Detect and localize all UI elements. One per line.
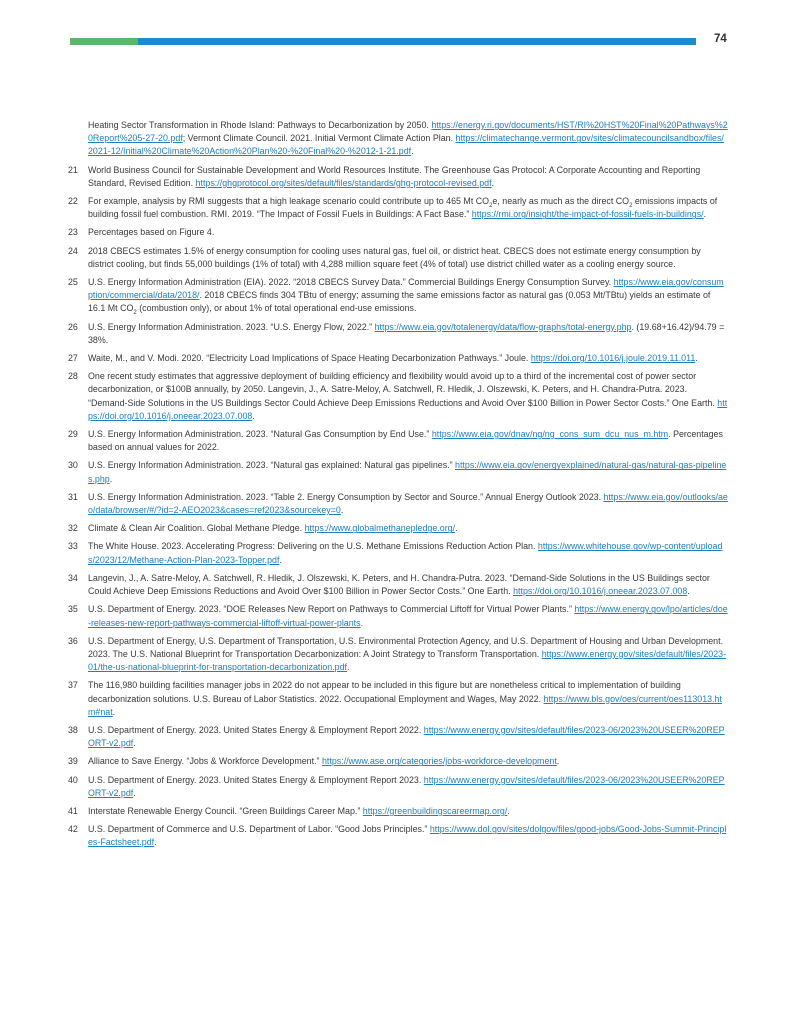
endnote-text-run: U.S. Energy Information Administration. 2023. “Table 2. Energy Consumption by Sector and Source.” Annual Energy Outlook 2023. (88, 491, 604, 502)
subscript: 2 (489, 202, 493, 209)
endnote-link[interactable]: https://www.globalmethanepledge.org/ (304, 523, 456, 534)
endnote-number: 30 (68, 460, 78, 471)
endnote-item (68, 805, 728, 818)
endnote-text (88, 245, 728, 271)
endnote-item (68, 635, 728, 675)
endnote-text (88, 774, 728, 800)
endnote-text-run: . (491, 177, 495, 188)
endnote-item (68, 823, 728, 849)
endnote-text-run: The 116,980 building facilities manager jobs in 2022 do not appear to be included in this figure but are nonetheless critical to implementation of building decarbonization solutions. U.S. Bureau of Labor Statistics. 2022. Occupational Employment and Wages, May 2022. (88, 680, 681, 704)
endnote-text-run: U.S. Department of Energy, U.S. Department of Transportation, U.S. Environmental Protection Agency, and U.S. Department of Housing and Urban Development. 2023. The U.S. National Blueprint for Transportation Decarbonization: A Joint Strategy to Transform Transportation. (88, 635, 724, 659)
endnote-link[interactable]: https://www.eia.gov/energyexplained/natural-gas/natural-gas-pipelines.php (88, 460, 727, 484)
endnote-text (88, 572, 728, 598)
endnote-link[interactable]: https://www.energy.gov/lpo/articles/doe-releases-new-report-pathways-commercial-liftoff-virtual-power-plants (88, 604, 728, 628)
endnote-text-run: . (279, 554, 282, 565)
endnote-text-run: . (252, 410, 255, 421)
endnote-text (88, 459, 728, 485)
endnote-link[interactable]: https://www.eia.gov/dnav/ng/ng_cons_sum_dcu_nus_m.htm (431, 429, 669, 440)
endnote-text-run: U.S. Department of Commerce and U.S. Department of Labor. “Good Jobs Principles.” (88, 824, 430, 835)
endnote-link[interactable]: https://www.eia.gov/consumption/commercial/data/2018/ (88, 277, 724, 301)
endnote-link[interactable]: https://doi.org/10.1016/j.oneear.2023.07.008 (513, 586, 688, 597)
header-accent-blue (138, 38, 696, 45)
endnote-text-run: . 2018 CBECS finds 304 TBtu of energy; assuming the same emissions factor as natural gas (0.053 Mt/TBtu) yields an estimate of 16.1 Mt CO (88, 290, 711, 314)
endnote-number: 40 (68, 774, 78, 785)
endnote-item (68, 459, 728, 485)
endnote-text (88, 428, 728, 454)
endnote-text-run: Climate & Clean Air Coalition. Global Methane Pledge. (88, 523, 305, 534)
endnote-text (88, 119, 728, 159)
endnote-item (68, 245, 728, 271)
endnote-link[interactable]: https://www.bls.gov/oes/current/oes113013.htm#nat (88, 693, 722, 717)
endnote-number: 28 (68, 371, 78, 382)
endnote-item (68, 195, 728, 221)
endnote-text (88, 491, 728, 517)
endnote-link[interactable]: https://doi.org/10.1016/j.joule.2019.11.011 (530, 353, 696, 364)
page-number: 74 (714, 33, 727, 45)
endnote-link[interactable]: https://www.energy.gov/sites/default/files/2023-01/the-us-national-blueprint-for-transportation-decarbonization.pdf (88, 648, 727, 673)
endnote-item (68, 679, 728, 719)
endnote-item (68, 276, 728, 316)
endnote-text-run: Langevin, J., A. Satre-Meloy, A. Satchwell, R. Hledik, J. Olszewski, K. Peters, and H. Chandra-Putra. 2023. “Demand-Side Solutions in the US Buildings sector Could Achieve Deep Emissions Reductions and Avoid Over $100 Billion in Power Sector Costs.” One Earth. (88, 572, 710, 597)
endnotes-list (68, 119, 728, 855)
endnote-text-run: Percentages based on Figure 4. (88, 227, 215, 238)
endnote-item (68, 321, 728, 347)
endnote-link[interactable]: https://doi.org/10.1016/j.oneear.2023.07.008 (88, 397, 728, 421)
endnote-text (88, 823, 728, 849)
endnote-number: 32 (68, 523, 78, 534)
endnote-text-run: (combustion only), or about 1% of total operational end-use emissions. (136, 303, 417, 314)
endnote-number: 37 (68, 680, 78, 691)
endnote-text (88, 679, 728, 719)
endnote-text (88, 226, 728, 239)
endnote-text (88, 540, 728, 566)
endnote-number: 38 (68, 724, 78, 735)
endnote-text-run: . (455, 523, 458, 534)
endnote-number: 21 (68, 164, 78, 175)
endnote-text (88, 370, 728, 423)
endnote-number: 33 (68, 541, 78, 552)
endnote-text (88, 195, 728, 221)
endnote-link[interactable]: https://climatechange.vermont.gov/sites/climatecouncilsandbox/files/2021-12/Initial%20Climate%20Action%20Plan%20-%20Final%20-%2012-1-21.pdf (88, 133, 724, 157)
header-accent-bar (70, 38, 696, 45)
endnote-text (88, 805, 728, 818)
endnote-text-run: . (703, 209, 707, 220)
endnote-number: 24 (68, 245, 78, 256)
endnote-number: 27 (68, 353, 78, 364)
endnote-text (88, 603, 728, 629)
endnote-number: 42 (68, 824, 78, 835)
endnote-text (88, 635, 728, 675)
endnote-text (88, 724, 728, 750)
endnote-text-run: U.S. Department of Energy. 2023. “DOE Releases New Report on Pathways to Commercial Liftoff for Virtual Power Plants.” (88, 604, 575, 615)
endnote-number: 41 (68, 805, 78, 816)
endnote-link[interactable]: https://www.dol.gov/sites/dolgov/files/good-jobs/Good-Jobs-Summit-Principles-Factsheet.pdf (88, 824, 727, 848)
endnote-text-run: emissions impacts of building fossil fuel combustion. RMI. 2019. “The Impact of Fossil Fuels in Buildings: A Fact Base.” (88, 196, 718, 220)
header-accent-green (70, 38, 138, 45)
endnote-item (68, 774, 728, 800)
endnote-text-run: . (154, 837, 157, 848)
endnote-text-run: . (109, 473, 113, 484)
endnote-text (88, 522, 728, 535)
endnote-text-run: U.S. Department of Energy. 2023. United States Energy & Employment Report 2022. (88, 724, 424, 735)
endnote-text-run: e, nearly as much as the direct CO (492, 196, 630, 207)
endnote-text-run: The White House. 2023. Accelerating Progress: Delivering on the U.S. Methane Emissions Reduction Action Plan. (88, 541, 538, 552)
subscript: 2 (133, 310, 137, 317)
endnote-text-run: . (133, 738, 136, 749)
endnote-link[interactable]: https://greenbuildingscareermap.org/ (362, 805, 508, 816)
endnote-number: 31 (68, 491, 78, 502)
endnote-text (88, 276, 728, 316)
endnote-item (68, 724, 728, 750)
subscript: 2 (629, 202, 633, 209)
endnote-text (88, 321, 728, 347)
endnote-item (68, 540, 728, 566)
endnote-link[interactable]: https://www.energy.gov/sites/default/files/2023-06/2023%20USEER%20REPORT-v2.pdf (88, 774, 725, 798)
endnote-text-run: . (112, 706, 116, 717)
endnote-number: 22 (68, 196, 78, 207)
endnote-text-run: . Percentages based on annual values for 2022. (88, 429, 723, 453)
endnote-text-run: U.S. Energy Information Administration. 2023. “U.S. Energy Flow, 2022.” (88, 321, 375, 332)
endnote-link[interactable]: https://www.whitehouse.gov/wp-content/uploads/2023/12/Methane-Action-Plan-2023-Topper.pdf (88, 541, 723, 565)
endnote-text-run: . (687, 586, 690, 597)
endnote-number: 34 (68, 572, 78, 583)
endnote-number: 36 (68, 635, 78, 646)
endnote-link[interactable]: https://www.ase.org/categories/jobs-workforce-development (321, 756, 557, 767)
endnote-text-run: One recent study estimates that aggressive deployment of building efficiency and flexibility would avoid up to a third of the incremental cost of power sector decarbonization, or $100B annually, by 2050. Langevin, J., A. Satre-Meloy, A. Satchwell, R. Hledik, J. Olszewski, K. Peters, and H. Chandra-Putra. 2023. “Demand-Side Solutions in the US Buildings Sector Could Achieve Deep Emissions Reductions and Avoid Over $100 Billion in Power Sector Costs.” One Earth. (88, 371, 718, 408)
endnote-item (68, 352, 728, 365)
endnote-link[interactable]: https://ghgprotocol.org/sites/default/files/standards/ghg-protocol-revised.pdf (195, 177, 492, 188)
endnote-link[interactable]: https://www.energy.gov/sites/default/files/2023-06/2023%20USEER%20REPORT-v2.pdf (88, 724, 725, 749)
endnote-text-run: Waite, M., and V. Modi. 2020. “Electricity Load Implications of Space Heating Decarbonization Pathways.” Joule. (88, 353, 531, 364)
endnote-number: 39 (68, 756, 78, 767)
endnote-item (68, 572, 728, 598)
endnote-text-run: . (507, 805, 510, 816)
endnote-text-run: World Business Council for Sustainable Development and World Resources Institute. The Greenhouse Gas Protocol: A Corporate Accounting and Reporting Standard, Revised Edition. (88, 164, 701, 188)
endnote-item (68, 491, 728, 517)
endnote-text-run: . (411, 146, 414, 157)
endnote-item (68, 755, 728, 768)
endnote-text-run: U.S. Department of Energy. 2023. United States Energy & Employment Report 2023. (88, 774, 424, 785)
endnote-number: 26 (68, 321, 78, 332)
endnote-text-run: Alliance to Save Energy. “Jobs & Workforce Development.” (88, 756, 322, 767)
endnote-link[interactable]: https://energy.ri.gov/documents/HST/RI%20HST%20Final%20Pathways%20Report%205-27-20.pdf (88, 120, 728, 144)
endnote-text-run: U.S. Energy Information Administration. 2023. “Natural Gas Consumption by End Use.” (88, 429, 432, 440)
endnote-text-run: For example, analysis by RMI suggests that a high leakage scenario could contribute up to 465 Mt CO (88, 196, 490, 207)
endnote-text-run: ; Vermont Climate Council. 2021. Initial Vermont Climate Action Plan. (182, 133, 456, 144)
endnote-link[interactable]: https://www.eia.gov/outlooks/aeo/data/browser/#/?id=2-AEO2023&cases=ref2023&sourcekey=0 (88, 491, 728, 516)
endnote-number: 25 (68, 277, 78, 288)
endnote-link[interactable]: https://rmi.org/insight/the-impact-of-fossil-fuels-in-buildings/ (471, 209, 704, 220)
endnote-text (88, 352, 728, 365)
endnote-item (68, 119, 728, 159)
endnote-text-run: . (360, 617, 364, 628)
endnote-text-run: 2018 CBECS estimates 1.5% of energy consumption for cooling uses natural gas, fuel oil, or district heat. CBECS does not estimate energy consumption by district cooling, but finds 55,000 buildings (1% of total) with 4,288 million square feet (4% of total) use district chilled water as a cooling energy source. (88, 245, 701, 269)
endnote-item (68, 603, 728, 629)
endnote-text (88, 164, 728, 190)
endnote-text-run: . (340, 505, 344, 516)
endnote-item (68, 226, 728, 239)
endnote-item (68, 428, 728, 454)
endnote-text-run: U.S. Energy Information Administration (EIA). 2022. “2018 CBECS Survey Data.” Commercial Buildings Energy Consumption Survey. (88, 277, 614, 288)
endnote-text-run: . (347, 662, 350, 673)
endnote-item (68, 522, 728, 535)
endnote-link[interactable]: https://www.eia.gov/totalenergy/data/flow-graphs/total-energy.php (374, 321, 632, 332)
endnote-text-run: . (19.68+16.42)/94.79 = 38%. (88, 321, 725, 345)
endnote-item (68, 164, 728, 190)
endnote-item (68, 370, 728, 423)
endnote-text-run: . (556, 756, 560, 767)
endnote-text (88, 755, 728, 768)
endnote-number: 35 (68, 604, 78, 615)
endnote-text-run: Heating Sector Transformation in Rhode Island: Pathways to Decarbonization by 2050. (88, 120, 432, 130)
endnote-text-run: . (133, 787, 136, 798)
endnote-text-run: Interstate Renewable Energy Council. “Green Buildings Career Map.” (88, 805, 363, 816)
endnote-number: 23 (68, 227, 78, 238)
endnote-number: 29 (68, 429, 78, 440)
endnote-text-run: . (695, 353, 698, 364)
endnote-text-run: U.S. Energy Information Administration. 2023. “Natural gas explained: Natural gas pipelines.” (88, 460, 456, 471)
